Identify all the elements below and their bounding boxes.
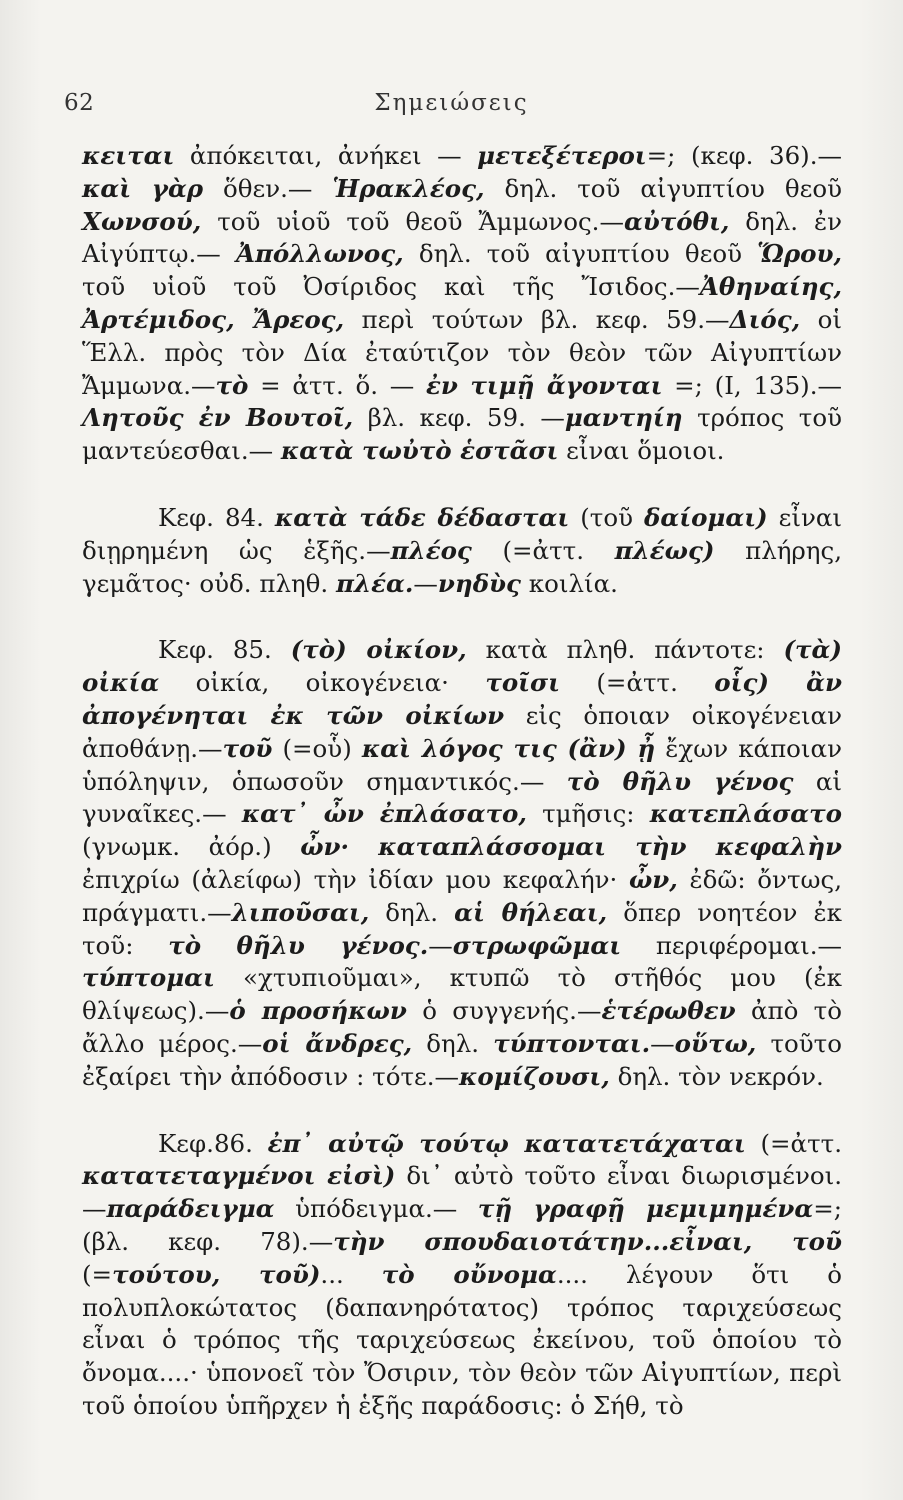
gloss-text: — [413, 568, 438, 598]
lemma: πλέος [390, 535, 472, 565]
gloss-text: Κεφ.86. [158, 1128, 268, 1158]
lemma: Ἀπόλλωνος, [235, 239, 404, 269]
gloss-text: ἐδῶ: ὄντως, πράγματι.— [82, 864, 842, 927]
lemma: τοῖσι [485, 668, 560, 698]
lemma: αὐτόθι, [623, 206, 730, 236]
gloss-text: εἶναι διῃρημένη ὡς ἑξῆς.— [82, 502, 842, 565]
gloss-text: κατὰ πληθ. πάντοτε: [466, 635, 784, 665]
lemma: κατατεταγμένοι εἰσὶ) [82, 1161, 396, 1191]
gloss-text: ὅθεν.— [203, 173, 333, 203]
lemma: (τὸ) οἰκίον, [290, 635, 467, 665]
gloss-text: (γνωμκ. ἀόρ.) [82, 832, 301, 862]
gloss-text: δηλ. ἐν Αἰγύπτῳ.— [82, 206, 842, 269]
gloss-text: =; (Ι, 135).— [662, 370, 843, 400]
lemma: τούτου, τοῦ) [112, 1259, 321, 1289]
lemma: ἐπ᾽ αὐτῷ τούτῳ κατατετάχαται [267, 1128, 746, 1158]
gloss-text: (= [82, 1259, 113, 1289]
lemma: Λητοῦς ἐν Βουτοῖ, [82, 403, 354, 433]
gloss-text: οἰκία, οἰκογένεια· [159, 668, 486, 698]
gloss-text: «χτυπιοῦμαι», κτυπῶ τὸ στῆθός μου (ἐκ θλίψεως).— [82, 963, 842, 1026]
gloss-text: (τοῦ [569, 502, 645, 532]
gloss-text: πλήρης, γεμᾶτος· οὐδ. πληθ. [82, 535, 842, 598]
gloss-text: βλ. κεφ. 59. — [353, 403, 565, 433]
lemma: Χωνσού, [82, 206, 202, 236]
gloss-text: .... λέγουν ὅτι ὁ πολυπλοκώτατος (δαπανηρότατος) τρόπος ταριχεύσεως εἶναι ὁ τρόπος τῆς ταριχεύσεως ἐκείνου, τοῦ ὁποίου τὸ ὄνομα....· ὑπονοεῖ τὸν Ὄσιριν, τὸν θεὸν τῶν Αἰγυπτίων, περὶ τοῦ ὁποίου ὑπῆρχεν ἡ ἑξῆς παράδοσις: ὁ Σήθ, τὸ [82, 1259, 842, 1420]
lemma: πλέα. [336, 568, 414, 598]
gloss-text: τοῦ υἱοῦ τοῦ Ὀσίριδος καὶ τῆς Ἴσιδος.— [82, 272, 700, 302]
gloss-text: Κεφ. 84. [158, 502, 275, 532]
lemma: πλέως) [614, 535, 715, 565]
gloss-text: ἀπόκειται, ἀνήκει — [174, 141, 478, 170]
lemma: (τὰ) οἰκία [82, 635, 842, 698]
lemma: ὁ προσήκων [229, 996, 407, 1026]
gloss-text: ὅπερ νοητέον ἐκ τοῦ: [82, 897, 842, 960]
lemma: αἱ θήλεαι, [454, 897, 608, 927]
paragraph [82, 1128, 842, 1423]
lemma: Ὥρου, [757, 239, 843, 269]
lemma: κατὰ τωὐτὸ ἑστᾶσι [280, 436, 559, 466]
gloss-text: ... [320, 1259, 382, 1289]
lemma: παράδειγμα [106, 1194, 275, 1224]
gloss-text: δι᾽ αὐτὸ τοῦτο εἶναι διωρισμένοι.— [82, 1161, 842, 1224]
gloss-text: = ἀττ. ὅ. — [248, 370, 426, 400]
gloss-text: ἔχων κάποιαν ὑπόληψιν, ὁπωσοῦν σημαντικός.— [82, 733, 842, 796]
gloss-text: (=ἀττ. [745, 1128, 842, 1158]
gloss-text: εἶναι ὅμοιοι. [558, 436, 725, 466]
gloss-text: δηλ. [412, 1028, 494, 1058]
gloss-text: ἐπιχρίω (ἀλείφω) τὴν ἰδίαν μου κεφαλήν· [82, 864, 629, 894]
lemma: τὸ θῆλυ γένος [566, 766, 794, 796]
lemma: Ἡρακλέος, [332, 173, 485, 203]
lemma: νηδὺς [437, 568, 521, 598]
lemma: τὸ [215, 370, 249, 400]
lemma: τύπτονται. [493, 1028, 651, 1058]
gloss-text: ὁ συγγενής.— [406, 996, 602, 1026]
gloss-text: αἱ γυναῖκες.— [82, 766, 842, 829]
lemma: καὶ γὰρ [82, 173, 204, 203]
lemma: τύπτομαι [82, 963, 215, 993]
gloss-text: Κεφ. 85. [158, 635, 291, 665]
lemma: κειται [82, 141, 175, 170]
gloss-text: τοῦτο ἐξαίρει τὴν ἀπόδοσιν : τότε.— [82, 1028, 842, 1091]
lemma: μαντηίη [564, 403, 683, 433]
gloss-text: =; (κεφ. 36).— [646, 141, 843, 170]
gloss-text: ὑπόδειγμα.— [274, 1194, 478, 1224]
gloss-text: (=ἀττ. [471, 535, 615, 565]
lemma: καὶ λόγος τις (ἂν) ᾖ [361, 733, 656, 763]
page-number: 62 [64, 90, 95, 116]
lemma: στρωφῶμαι [452, 930, 622, 960]
gloss-text: — [428, 930, 453, 960]
gloss-text: (=ἀττ. [559, 668, 715, 698]
lemma: λιποῦσαι, [231, 897, 370, 927]
gloss-text: περὶ τούτων βλ. κεφ. 59.— [344, 304, 730, 334]
gloss-text: οἱ Ἕλλ. πρὸς τὸν Δία ἐταύτιζον τὸν θεὸν τῶν Αἰγυπτίων Ἄμμωνα.— [82, 304, 842, 400]
lemma: τὸ θῆλυ γένος. [168, 930, 429, 960]
paragraph [82, 634, 842, 1093]
lemma: ἐν τιμῇ ἄγονται [425, 370, 663, 400]
page-header [0, 86, 903, 122]
commentary-text [82, 140, 842, 1423]
gloss-text: τρόπος τοῦ μαντεύεσθαι.— [82, 403, 843, 466]
gloss-text: τοῦ υἱοῦ τοῦ θεοῦ Ἄμμωνος.— [201, 206, 624, 236]
gloss-text: τμῆσις: [526, 799, 650, 829]
lemma: Ἀθηναίης, Ἀρτέμιδος, Ἄρεος, [82, 272, 842, 334]
gloss-text: ἀπὸ τὸ ἄλλο μέρος.— [82, 996, 842, 1058]
paragraph [82, 502, 842, 600]
lemma: οἱ ἄνδρες, [262, 1028, 413, 1058]
lemma: τὸ οὔνομα [381, 1259, 557, 1289]
lemma: κατὰ τάδε δέδασται [274, 502, 570, 532]
lemma: Διός, [729, 304, 801, 334]
lemma: κατ᾽ ὦν ἐπλάσατο, [241, 799, 527, 829]
lemma: τὴν σπουδαιοτάτην...εἶναι, τοῦ [333, 1226, 842, 1256]
lemma: κομίζουσι, [459, 1061, 610, 1091]
lemma: δαίομαι) [644, 502, 768, 532]
gloss-text: =; (βλ. κεφ. 78).— [82, 1194, 842, 1256]
lemma: τοῦ [222, 733, 273, 763]
gloss-text: δηλ. τοῦ αἰγυπτίου θεοῦ [403, 239, 758, 269]
lemma: οὕτω, [674, 1028, 757, 1058]
gloss-text: εἰς ὁποιαν οἰκογένειαν ἀποθάνῃ.— [82, 700, 842, 763]
gloss-text: κοιλία. [520, 568, 618, 598]
gloss-text: περιφέρομαι.— [621, 930, 842, 960]
paragraph [82, 140, 842, 468]
lemma: ἑτέρωθεν [601, 996, 736, 1026]
gloss-text: δηλ. τοῦ αἰγυπτίου θεοῦ [484, 173, 842, 203]
lemma: ὦν· καταπλάσσομαι τὴν κεφαλὴν [300, 832, 843, 862]
lemma: μετεξέτεροι [477, 141, 647, 170]
gloss-text: δηλ. [369, 897, 455, 927]
lemma: κατεπλάσατο [649, 799, 842, 829]
gloss-text: (=οὗ) [272, 733, 362, 763]
gloss-text: δηλ. τὸν νεκρόν. [609, 1061, 824, 1091]
lemma: ὦν, [628, 864, 678, 894]
lemma: τῇ γραφῇ μεμιμημένα [477, 1194, 814, 1224]
gloss-text: — [650, 1028, 675, 1058]
running-title: Σημειώσεις [374, 90, 529, 116]
lemma: οἷς) ἂν ἀπογένηται ἐκ τῶν οἰκίων [82, 668, 842, 730]
